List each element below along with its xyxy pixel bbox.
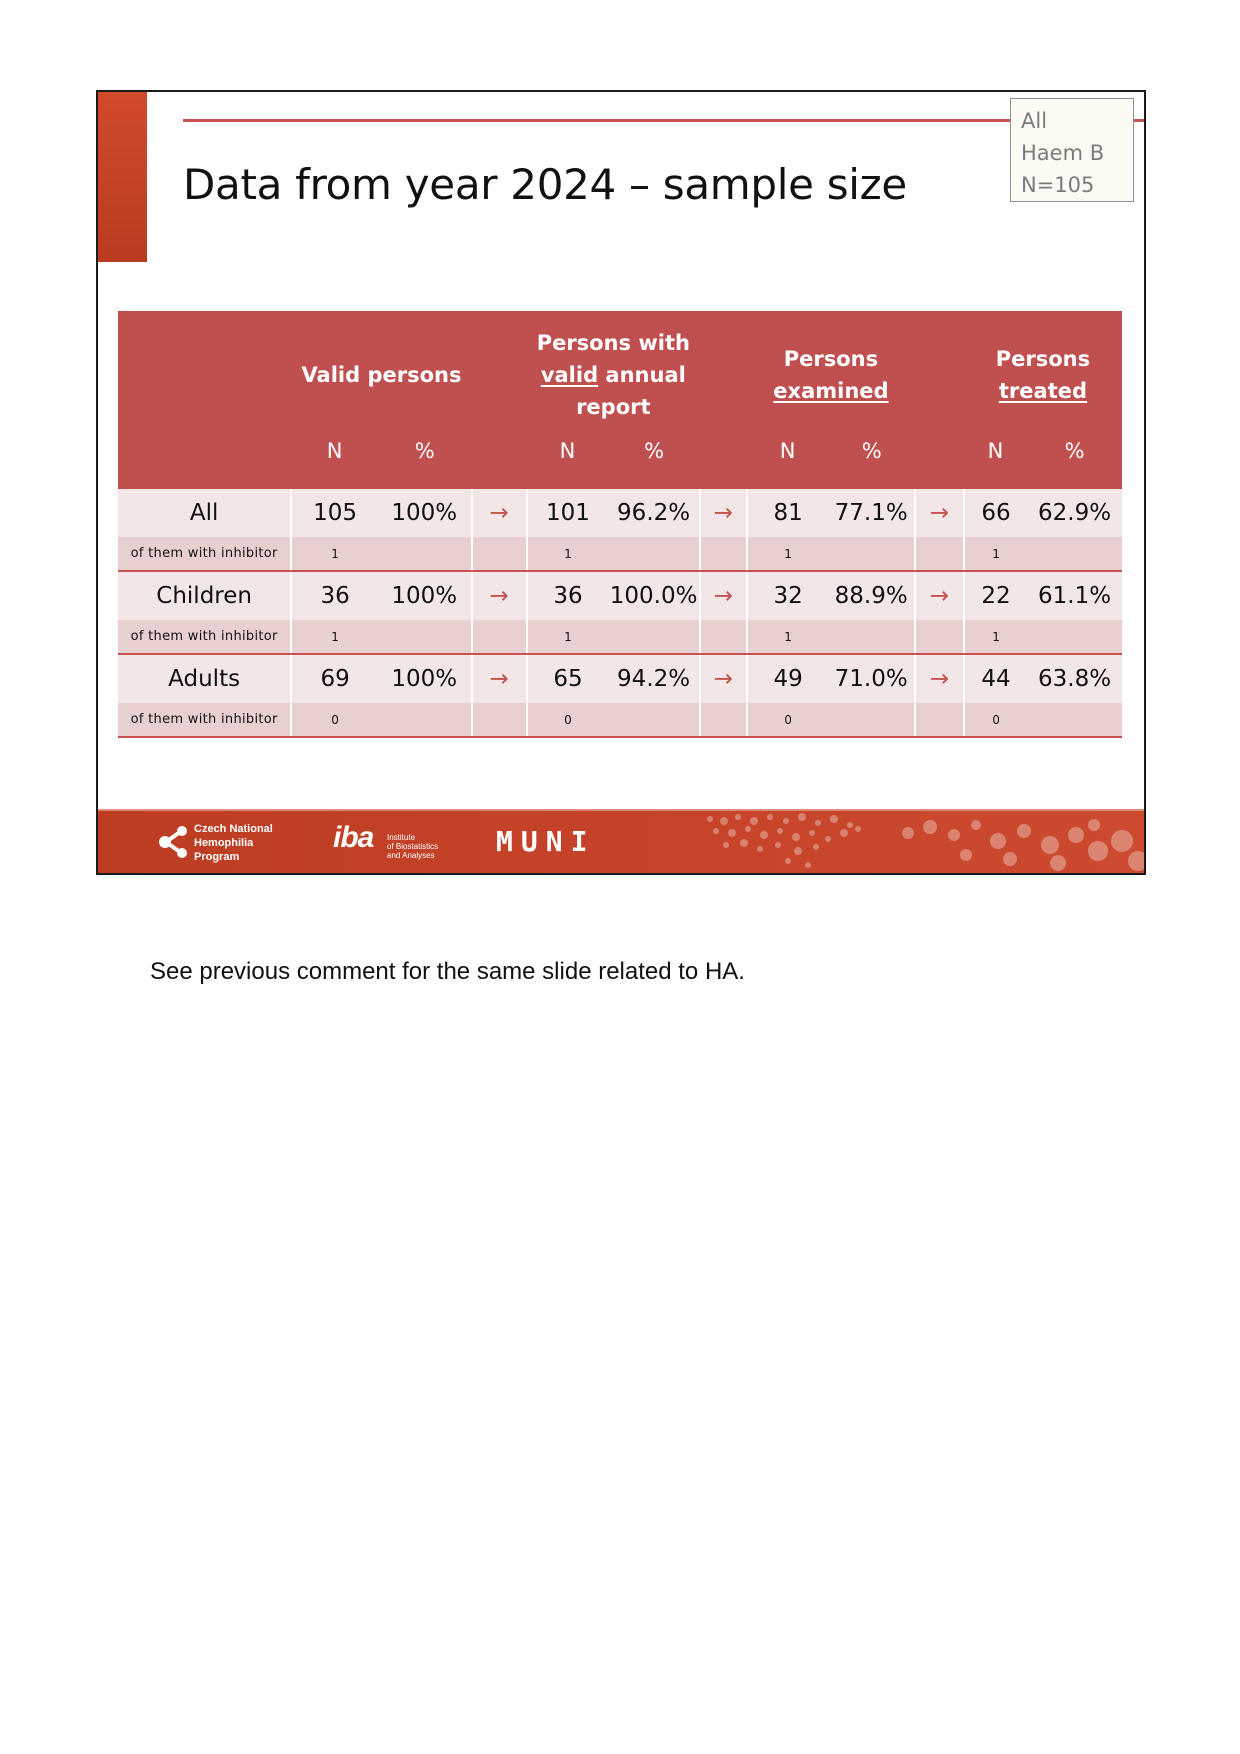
inhibitor-row [118,620,1122,654]
header-blank [700,439,747,489]
hemophilia-logo-line: Program [194,851,240,863]
footer-bar [98,809,1146,873]
header-text: valid [540,363,599,387]
arrow-cell: → [472,654,527,703]
tag-line: All [1021,109,1048,133]
arrow-cell: → [915,571,964,620]
inhibitor-percent [608,537,700,571]
slide-title: Data from year 2024 – sample size [183,160,907,209]
header-blank [915,311,964,439]
arrow-cell-empty [472,537,527,571]
value-n: 101 [527,489,609,537]
hemophilia-logo-text [194,822,314,864]
inhibitor-n: 1 [747,620,829,654]
inhibitor-n: 1 [527,537,609,571]
header-text: treated [998,379,1088,403]
value-percent: 100% [378,654,472,703]
value-percent: 77.1% [828,489,915,537]
header-blank [118,311,291,439]
column-group-header [291,311,471,439]
subheader-percent: % [1027,439,1122,489]
value-percent: 62.9% [1027,489,1122,537]
iba-logo-text [387,833,467,860]
inhibitor-n: 1 [964,620,1027,654]
arrow-cell-empty [700,620,747,654]
column-group-header [747,311,915,439]
inhibitor-n: 1 [291,620,378,654]
value-n: 81 [747,489,829,537]
value-n: 49 [747,654,829,703]
table-subheader-row [118,439,1122,489]
arrow-cell-empty [915,537,964,571]
value-n: 36 [291,571,378,620]
arrow-cell-empty [915,620,964,654]
iba-logo-line: Institute [387,833,416,842]
row-label: Adults [118,654,291,703]
header-blank [915,439,964,489]
subheader-n: N [291,439,378,489]
value-percent: 94.2% [608,654,700,703]
inhibitor-row [118,537,1122,571]
inhibitor-n: 1 [527,620,609,654]
inhibitor-n: 0 [527,703,609,737]
arrow-cell-empty [472,703,527,737]
inhibitor-n: 1 [291,537,378,571]
subheader-n: N [747,439,829,489]
inhibitor-percent [1027,537,1122,571]
subheader-percent: % [378,439,472,489]
value-percent: 96.2% [608,489,700,537]
header-blank [472,439,527,489]
inhibitor-label: of them with inhibitor [118,620,291,654]
sample-size-table [118,311,1122,738]
inhibitor-percent [378,620,472,654]
header-blank [700,311,747,439]
table-header-row [118,311,1122,439]
arrow-cell-empty [700,537,747,571]
iba-logo-line: of Biostatistics [387,842,439,851]
speaker-note: See previous comment for the same slide related to HA. [150,958,745,985]
inhibitor-row [118,703,1122,737]
header-text: Persons with [536,331,690,355]
arrow-cell-empty [472,620,527,654]
value-n: 32 [747,571,829,620]
inhibitor-percent [1027,620,1122,654]
arrow-cell: → [700,571,747,620]
value-percent: 61.1% [1027,571,1122,620]
hemophilia-logo-line: Czech National [194,823,273,835]
arrow-cell-empty [700,703,747,737]
inhibitor-n: 1 [747,537,829,571]
inhibitor-label: of them with inhibitor [118,703,291,737]
table-row [118,654,1122,703]
inhibitor-percent [608,703,700,737]
title-rule [183,119,1146,122]
inhibitor-percent [378,537,472,571]
subheader-n: N [964,439,1027,489]
subheader-percent: % [608,439,700,489]
inhibitor-label: of them with inhibitor [118,537,291,571]
value-n: 44 [964,654,1027,703]
inhibitor-percent [608,620,700,654]
tag-line: Haem B [1021,141,1105,165]
subheader-percent: % [828,439,915,489]
header-text: examined [773,379,889,403]
column-group-header [964,311,1122,439]
decorative-dots-pattern [698,811,1146,873]
value-n: 66 [964,489,1027,537]
inhibitor-percent [378,703,472,737]
tag-line: N=105 [1021,173,1095,197]
inhibitor-percent [828,620,915,654]
header-text: Persons [783,347,879,371]
value-percent: 88.9% [828,571,915,620]
header-text: annual report [576,363,686,419]
table-row [118,489,1122,537]
arrow-cell: → [700,654,747,703]
arrow-cell: → [915,489,964,537]
value-percent: 71.0% [828,654,915,703]
row-label: All [118,489,291,537]
inhibitor-n: 0 [291,703,378,737]
side-accent-bar [98,92,147,262]
arrow-cell: → [472,571,527,620]
arrow-cell: → [915,654,964,703]
arrow-cell: → [700,489,747,537]
inhibitor-n: 0 [747,703,829,737]
value-n: 36 [527,571,609,620]
inhibitor-n: 1 [964,537,1027,571]
header-blank [118,439,291,489]
value-n: 65 [527,654,609,703]
header-blank [472,311,527,439]
cohort-tag-box [1010,98,1134,202]
iba-mark: iba [333,821,374,854]
iba-logo-line: and Analyses [387,851,435,860]
value-n: 69 [291,654,378,703]
value-percent: 100% [378,571,472,620]
hemophilia-molecule-icon [158,822,192,862]
header-text: Persons [995,347,1091,371]
value-n: 22 [964,571,1027,620]
inhibitor-percent [828,703,915,737]
value-percent: 100.0% [608,571,700,620]
inhibitor-n: 0 [964,703,1027,737]
inhibitor-percent [828,537,915,571]
table-row [118,571,1122,620]
subheader-n: N [527,439,609,489]
arrow-cell-empty [915,703,964,737]
column-group-header [527,311,700,439]
value-percent: 100% [378,489,472,537]
row-label: Children [118,571,291,620]
slide [96,90,1146,875]
value-n: 105 [291,489,378,537]
header-text: Valid persons [301,363,462,387]
value-percent: 63.8% [1027,654,1122,703]
arrow-cell: → [472,489,527,537]
inhibitor-percent [1027,703,1122,737]
hemophilia-logo-line: Hemophilia [194,837,254,849]
muni-logo: MUNI [496,825,596,858]
